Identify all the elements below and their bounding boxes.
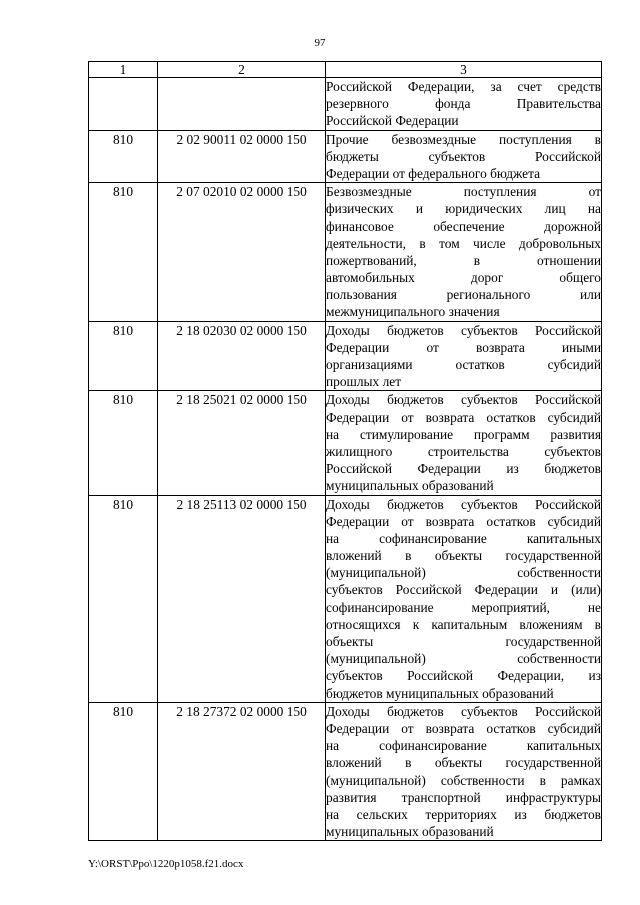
description-line: Федерации от возврата остатков субсидий (326, 720, 601, 736)
description-line: бюджеты субъектов Российской (326, 148, 601, 164)
description-line: вложений в объекты государственной (326, 548, 601, 564)
description-line: субъектов Российской Федерации и (или) (326, 582, 601, 598)
description-line: на софинансирование капитальных (326, 530, 601, 546)
description-line: муниципальных образований (326, 824, 494, 840)
description-line: пользования регионального или (326, 287, 601, 303)
description-line: деятельности, в том числе добровольных (326, 235, 601, 251)
table-row (89, 702, 602, 841)
column-header-1: 1 (89, 62, 158, 78)
description-line: бюджетов муниципальных образований (326, 685, 554, 701)
description-line: (муниципальной) собственности (326, 651, 601, 667)
budget-code-cell: 2 18 02030 02 0000 150 (158, 321, 326, 391)
description-line: Российской Федерации из бюджетов (326, 461, 601, 477)
footer-file-path: Y:\ORST\Ppo\1220p1058.f21.docx (88, 858, 244, 870)
description-line: финансовое обеспечение дорожной (326, 218, 601, 234)
description-line: межмуниципального значения (326, 304, 500, 320)
description-line: физических и юридических лиц на (326, 201, 601, 217)
table-row (89, 495, 602, 702)
admin-code-cell: 810 (89, 495, 158, 702)
description-line: (муниципальной) собственности (326, 565, 601, 581)
description-line: Безвозмездные поступления от (326, 184, 601, 200)
description-cell (326, 130, 602, 183)
column-header-3: 3 (326, 62, 602, 78)
admin-code-cell: 810 (89, 391, 158, 495)
table-row (89, 321, 602, 391)
budget-code-cell: 2 18 25113 02 0000 150 (158, 495, 326, 702)
admin-code-cell: 810 (89, 321, 158, 391)
budget-code-table (88, 61, 602, 841)
description-line: (муниципальной) собственности в рамках (326, 772, 601, 788)
table-body (89, 78, 602, 841)
budget-code-cell: 2 07 02010 02 0000 150 (158, 183, 326, 322)
description-line: резервного фонда Правительства (326, 96, 601, 112)
description-line: Федерации от возврата остатков субсидий (326, 513, 601, 529)
description-line: жилищного строительства субъектов (326, 443, 601, 459)
description-line: муниципальных образований (326, 478, 494, 494)
description-line: организациями остатков субсидий (326, 357, 601, 372)
description-line: Федерации от федерального бюджета (326, 165, 541, 181)
description-line: Доходы бюджетов субъектов Российской (326, 703, 601, 719)
admin-code-cell (89, 78, 158, 131)
description-line: Доходы бюджетов субъектов Российской (326, 496, 601, 512)
description-line: относящихся к капитальным вложениям в (326, 616, 601, 632)
table-row (89, 130, 602, 183)
description-line: автомобильных дорог общего (326, 270, 601, 286)
description-line: объекты государственной (326, 634, 601, 649)
budget-code-cell: 2 02 90011 02 0000 150 (158, 130, 326, 183)
budget-code-cell (158, 78, 326, 131)
page-number: 97 (314, 37, 326, 49)
description-cell (326, 78, 602, 131)
table-row (89, 78, 602, 131)
admin-code-cell: 810 (89, 183, 158, 322)
description-line: софинансирование мероприятий, не (326, 599, 601, 615)
description-line: на софинансирование капитальных (326, 738, 601, 754)
description-line: субъектов Российской Федерации, из (326, 668, 601, 684)
table-row (89, 183, 602, 322)
table-row (89, 391, 602, 495)
description-line: на сельских территориях из бюджетов (326, 806, 601, 822)
admin-code-cell: 810 (89, 130, 158, 183)
description-line: на стимулирование программ развития (326, 426, 601, 442)
budget-code-cell: 2 18 27372 02 0000 150 (158, 702, 326, 841)
description-line: Федерации от возврата иными (326, 339, 601, 355)
description-line: вложений в объекты государственной (326, 755, 601, 771)
description-line: прошлых лет (326, 374, 402, 390)
description-cell (326, 702, 602, 841)
description-cell (326, 183, 602, 322)
description-line: Федерации от возврата остатков субсидий (326, 409, 601, 425)
column-header-2: 2 (158, 62, 326, 78)
description-line: развития транспортной инфраструктуры (326, 789, 601, 805)
description-line: Доходы бюджетов субъектов Российской (326, 392, 601, 408)
description-cell (326, 321, 602, 391)
description-cell (326, 495, 602, 702)
description-line: Доходы бюджетов субъектов Российской (326, 322, 601, 338)
description-line: пожертвований, в отношении (326, 252, 601, 268)
description-line: Российской Федерации, за счет средств (326, 79, 601, 94)
description-line: Российской Федерации (326, 113, 459, 129)
description-line: Прочие безвозмездные поступления в (326, 131, 601, 147)
description-cell (326, 391, 602, 495)
table-header-row (89, 62, 602, 78)
admin-code-cell: 810 (89, 702, 158, 841)
budget-code-cell: 2 18 25021 02 0000 150 (158, 391, 326, 495)
